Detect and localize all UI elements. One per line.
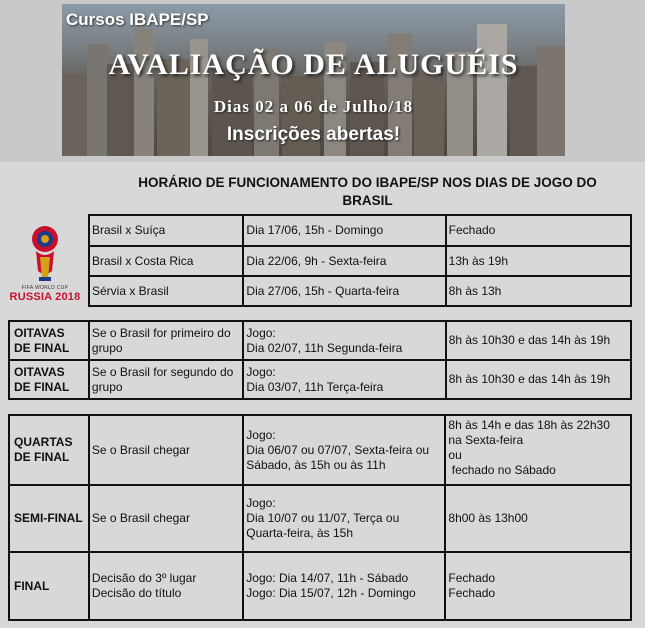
banner-image [62, 4, 565, 156]
phase-line: OITAVAS [14, 325, 65, 340]
group-stage-table [88, 214, 632, 307]
condition-line: grupo [91, 379, 123, 394]
hours-line: 8h às 14h e das 18h às 22h30 [448, 418, 610, 432]
phase-cell [9, 360, 89, 399]
table-row [89, 246, 631, 276]
phase-line: QUARTAS [14, 435, 73, 449]
condition-cell [89, 321, 244, 360]
phase-cell [9, 415, 89, 485]
hours-line: ou [448, 448, 462, 462]
course-label: Cursos IBAPE/SP [66, 10, 209, 29]
logo-caption: FIFA WORLD CUP [21, 285, 69, 291]
hours-cell: 8h às 10h30 e das 14h às 19h [446, 360, 631, 399]
match-cell: Brasil x Costa Rica [89, 246, 243, 276]
game-line: Jogo: [246, 364, 276, 379]
world-cup-logo [6, 219, 84, 307]
match-cell: Brasil x Suíça [89, 215, 243, 246]
phase-cell: FINAL [9, 552, 89, 620]
game-line: Quarta-feira, às 15h [246, 526, 354, 540]
hours-cell: Fechado [446, 215, 631, 246]
hours-line: Fechado [448, 586, 496, 600]
hours-cell [445, 415, 631, 485]
phase-cell [9, 321, 89, 360]
phase-cell: SEMI-FINAL [9, 485, 89, 552]
hours-cell [445, 552, 631, 620]
condition-line: grupo [91, 340, 123, 355]
phase-line: DE FINAL [14, 379, 70, 394]
trophy-emblem-icon [6, 219, 84, 285]
phase-line: DE FINAL [14, 450, 70, 464]
game-line: Dia 02/07, 11h Segunda-feira [246, 340, 403, 355]
condition-line: Decisão do 3º lugar [91, 571, 197, 585]
game-cell [243, 485, 445, 552]
banner-dates: Dias 02 a 06 de Julho/18 [213, 97, 414, 116]
knockout-table [8, 414, 632, 621]
condition-cell: Se o Brasil chegar [89, 415, 243, 485]
logo-text: RUSSIA 2018 [9, 291, 81, 303]
hours-cell: 13h às 19h [446, 246, 631, 276]
game-line: Dia 06/07 ou 07/07, Sexta-feira ou [246, 442, 430, 457]
game-line: Dia 03/07, 11h Terça-feira [246, 379, 384, 394]
game-line: Sábado, às 15h ou às 11h [246, 457, 386, 472]
game-line: Dia 10/07 ou 11/07, Terça ou [246, 511, 400, 525]
condition-line: Se o Brasil for primeiro do [91, 325, 231, 340]
match-cell: Sérvia x Brasil [89, 276, 243, 306]
round-of-16-table [8, 320, 632, 400]
date-cell: Dia 22/06, 9h - Sexta-feira [243, 246, 445, 276]
table-row [9, 415, 631, 485]
hours-cell: 8h às 13h [446, 276, 631, 306]
hours-line: Fechado [448, 571, 496, 585]
condition-line: Decisão do título [91, 586, 182, 600]
phase-line: OITAVAS [14, 364, 65, 379]
game-line: Jogo: [246, 325, 276, 340]
table-row [9, 360, 631, 399]
page-heading [90, 174, 645, 210]
hours-line: na Sexta-feira [448, 433, 524, 447]
table-row [89, 276, 631, 306]
condition-line: Se o Brasil for segundo do [91, 364, 234, 379]
date-cell: Dia 27/06, 15h - Quarta-feira [243, 276, 445, 306]
hours-cell: 8h00 às 13h00 [445, 485, 631, 552]
enrollment-label: Inscrições abertas! [226, 124, 401, 145]
table-row [9, 321, 631, 360]
game-cell [243, 415, 445, 485]
game-line: Jogo: Dia 15/07, 12h - Domingo [246, 586, 416, 600]
phase-line: DE FINAL [14, 340, 70, 355]
condition-cell [89, 552, 243, 620]
heading-line-1: HORÁRIO DE FUNCIONAMENTO DO IBAPE/SP NOS DIAS DE JOGO DO [138, 175, 597, 190]
hours-cell: 8h às 10h30 e das 14h às 19h [446, 321, 631, 360]
game-line: Jogo: [246, 496, 276, 510]
heading-line-2: BRASIL [342, 193, 393, 208]
table-row [89, 215, 631, 246]
banner-area [0, 0, 645, 162]
game-cell [243, 552, 445, 620]
game-cell [243, 321, 445, 360]
game-line: Jogo: [246, 427, 276, 442]
table-row [9, 485, 631, 552]
hours-line: fechado no Sábado [448, 463, 556, 477]
date-cell: Dia 17/06, 15h - Domingo [243, 215, 445, 246]
condition-cell [89, 360, 244, 399]
game-cell [243, 360, 445, 399]
banner-title: AVALIAÇÃO DE ALUGUÉIS [108, 48, 519, 81]
game-line: Jogo: Dia 14/07, 11h - Sábado [246, 571, 409, 585]
table-row [9, 552, 631, 620]
condition-cell: Se o Brasil chegar [89, 485, 243, 552]
